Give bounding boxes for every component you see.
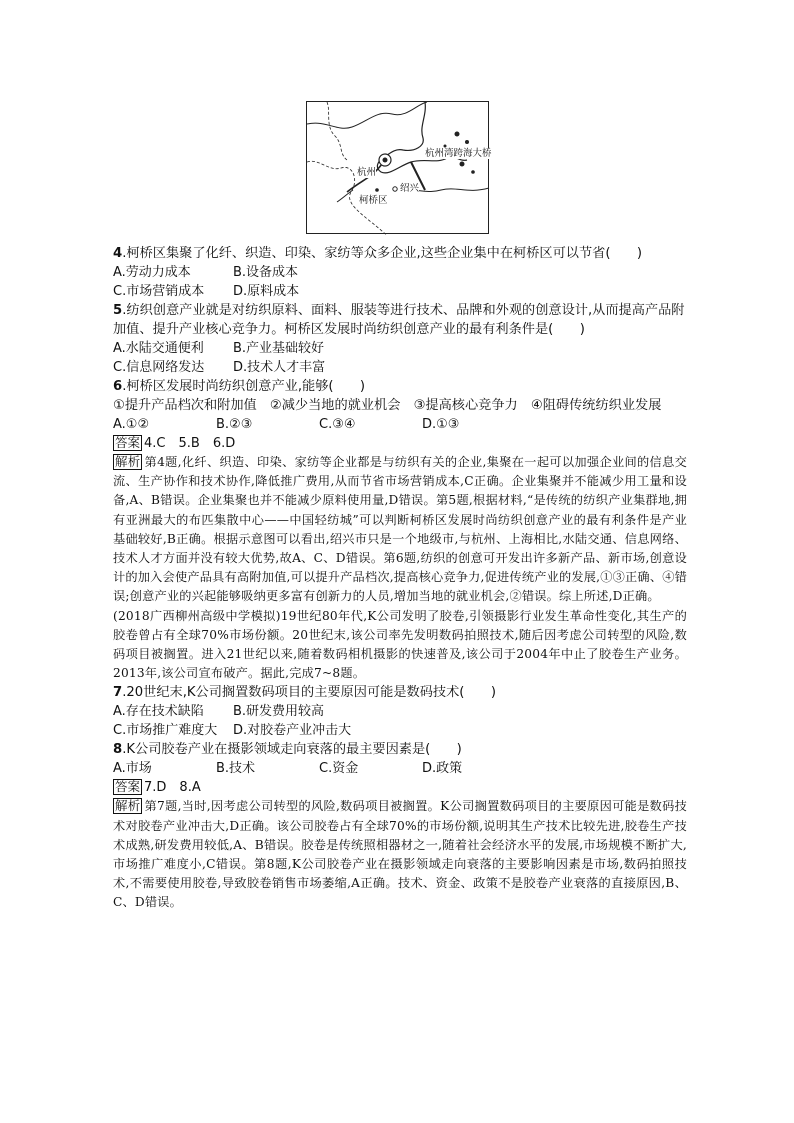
explanation-block-1 [113,453,687,607]
question-4-options-row2 [113,282,687,301]
question-6-options [113,415,687,434]
question-5: 5.纺织创意产业就是对纺织原料、面料、服装等进行技术、品牌和外观的创意设计,从而提高产品附加值、提升产业核心竞争力。柯桥区发展时尚纺织创意产业的最有利条件是( ) [113,303,685,337]
explanation-tag: 解析 [115,454,141,469]
option: A.①② [113,417,150,432]
option: C.③④ [319,417,356,432]
question-4-options-row1 [113,263,687,282]
explanation-text: 第4题,化纤、织造、印染、家纺等企业都是与纺织有关的企业,集聚在一起可以加强企业间的信息交流、生产协作和技术协作,降低推广费用,从而节省市场营销成本,C正确。企业集聚并不能减少用工量和设备,A、B错误。企业集聚也并不能减少原料使用量,D错误。第5题,根据材料,“是传统的纺织产业集群地,拥有亚洲最大的布匹集散中心——中国轻纺城”可以判断柯桥区发展时尚纺织创意产业的最有利条件是产业基础较好,B正确。根据示意图可以看出,绍兴市只是一个地级市,与杭州、上海相比,水陆交通、信息网络、技术人才方面并没有较大优势,故A、C、D错误。第6题,纺织的创意可开发出许多新产品、新市场,创意设计的加入会使产品具有高附加值,可以提升产品档次,提高核心竞争力,促进传统产业的发展,①③正确、④错误;创意产业的兴起能够吸纳更多富有创新力的人员,增加当地的就业机会,②错误。综上所述,D正确。 [113,455,687,604]
question-6: 6.柯桥区发展时尚纺织创意产业,能够( ) [113,379,366,394]
material-stem-2: (2018广西柳州高级中学模拟)19世纪80年代,K公司发明了胶卷,引领摄影行业发生革命性变化,其生产的胶卷曾占有全球70%市场份额。20世纪末,该公司率先发明数码拍照技术,随后因考虑公司转型的风险,数码项目被搁置。进入21世纪以来,随着数码相机摄影的快速普及,该公司于2004年中止了胶卷生产业务。2013年,该公司宣布破产。据此,完成7~8题。 [113,608,687,681]
option: B.技术 [216,761,256,777]
option: B.产业基础较好 [233,341,325,356]
answer-block-2 [113,778,687,797]
option: C.资金 [319,761,359,777]
option: B.设备成本 [233,265,299,280]
map-drawing [307,102,490,235]
answer-text: 7.D 8.A [144,780,201,796]
option: C.市场推广难度大 [113,723,218,739]
question-7-options-row2 [113,721,687,740]
option: B.研发费用较高 [233,704,325,720]
answer-text: 4.C 5.B 6.D [144,436,236,451]
map-label-shaoxing: 绍兴 [400,183,420,194]
question-4: 4.柯桥区集聚了化纤、织造、印染、家纺等众多企业,这些企业集中在柯桥区可以节省( ) [113,246,642,261]
question-7: 7.20世纪末,K公司搁置数码项目的主要原因可能是数码技术( ) [113,685,496,701]
answer-tag: 答案 [115,779,141,795]
question-6-statements: ①提升产品档次和附加值 ②减少当地的就业机会 ③提高核心竞争力 ④阻碍传统纺织业发展 [113,398,662,413]
location-map [306,101,492,234]
option: C.信息网络发达 [113,360,205,375]
question-8: 8.K公司胶卷产业在摄影领域走向衰落的最主要因素是( ) [113,742,462,758]
question-5-options-row1 [113,339,687,358]
explanation-tag: 解析 [115,798,141,814]
explanation-text: 第7题,当时,因考虑公司转型的风险,数码项目被搁置。K公司搁置数码项目的主要原因可能是数码技术对胶卷产业冲击大,D正确。该公司胶卷占有全球70%的市场份额,说明其生产技术比较先进,胶卷生产技术成熟,研发费用较低,A、B错误。胶卷是传统照相器材之一,随着社会经济水平的发展,市场规模不断扩大,市场推广难度小,C错误。第8题,K公司胶卷产业在摄影领域走向衰落的主要影响因素是市场,数码拍照技术,不需要使用胶卷,导致胶卷销售市场萎缩,A正确。技术、资金、政策不是胶卷产业衰落的直接原因,B、C、D错误。 [113,799,687,910]
question-5-options-row2 [113,358,687,377]
option: A.市场 [113,761,152,777]
option: B.②③ [216,417,253,432]
question-8-options [113,759,687,778]
option: D.原料成本 [233,284,300,299]
explanation-block-2 [113,797,687,912]
map-label-keqiao: 柯桥区 [359,195,388,206]
option: D.技术人才丰富 [233,360,326,375]
question-7-options-row1 [113,702,687,721]
map-label-hangzhou: 杭州 [357,167,377,178]
option: D.①③ [422,417,460,432]
option: A.劳动力成本 [113,265,191,280]
option: D.政策 [422,761,463,777]
answer-tag: 答案 [115,435,141,450]
option: A.存在技术缺陷 [113,704,204,720]
map-label-bridge: 杭州湾跨海大桥 [425,148,492,159]
option: A.水陆交通便利 [113,341,204,356]
option: D.对胶卷产业冲击大 [233,723,352,739]
answer-block-1 [113,434,687,453]
question-content [113,244,687,913]
option: C.市场营销成本 [113,284,205,299]
